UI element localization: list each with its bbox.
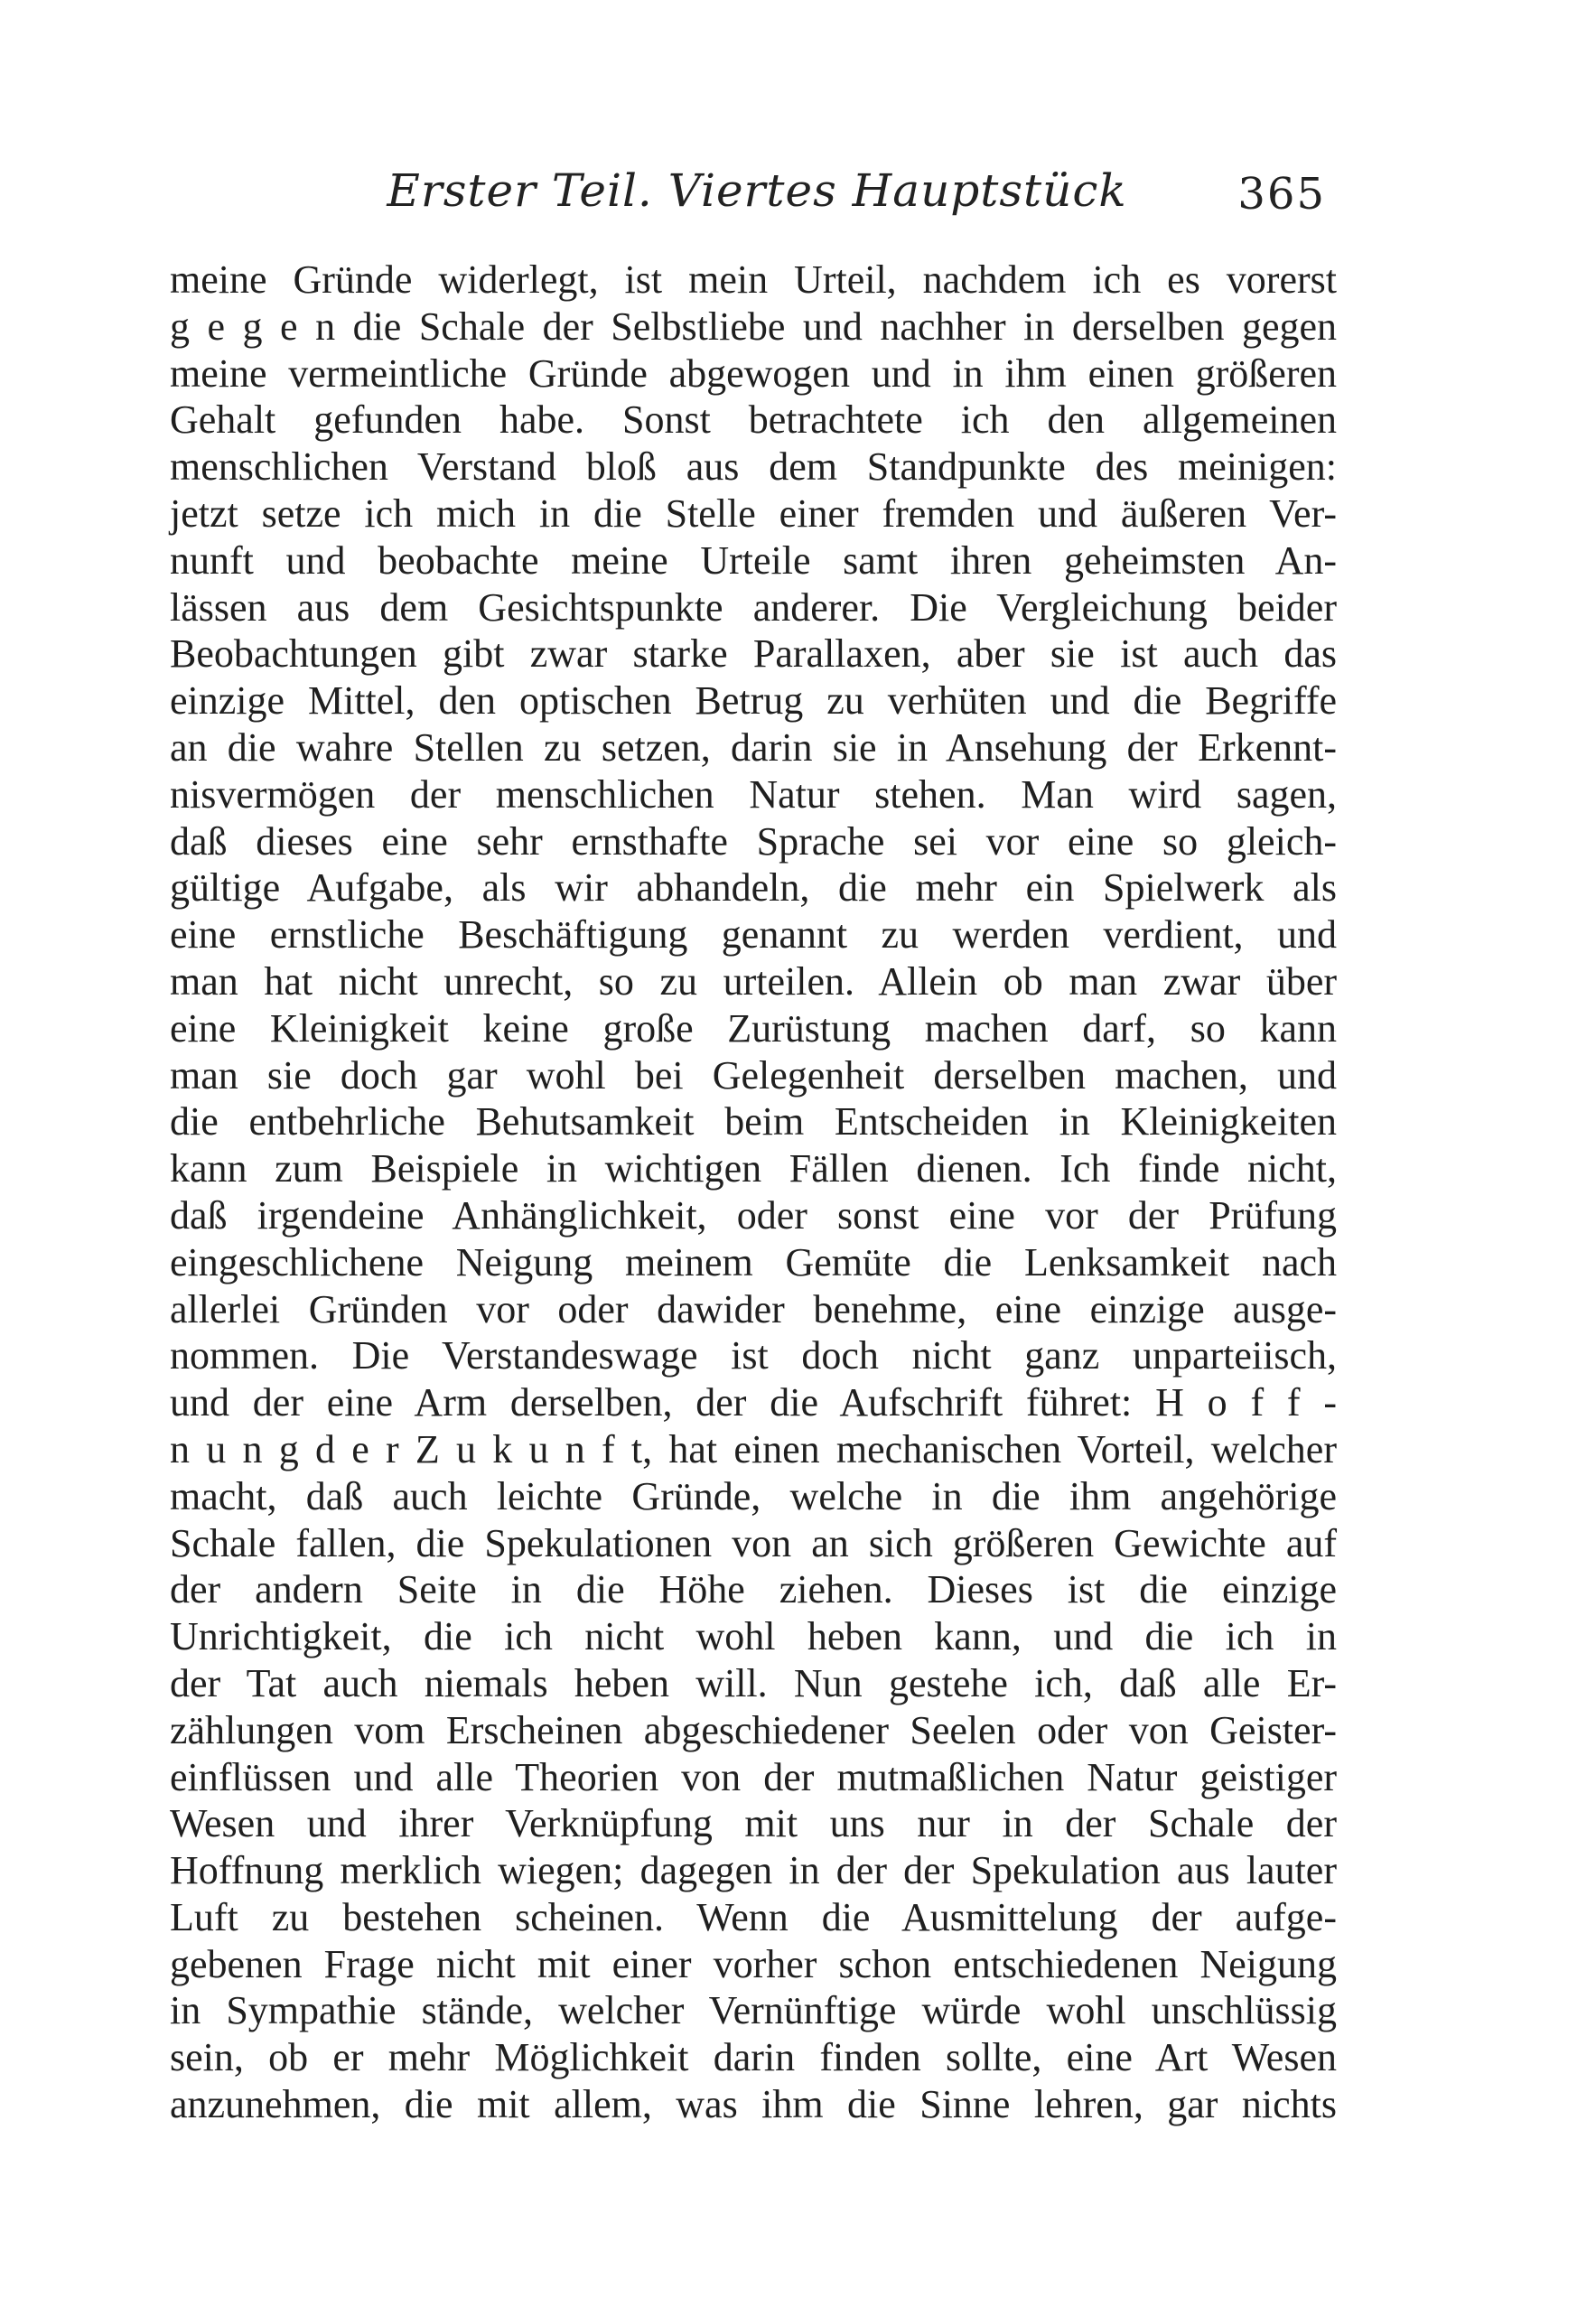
body-text	[170, 257, 1337, 2128]
text-line: man hat nicht unrecht, so zu urteilen. Allein ob man zwar über	[170, 958, 1337, 1004]
text-line: Gehalt gefunden habe. Sonst betrachtete ich den allgemeinen	[170, 397, 1337, 443]
text-line: daß dieses eine sehr ernsthafte Sprache sei vor eine so gleich-	[170, 818, 1337, 864]
text-line: einflüssen und alle Theorien von der mutmaßlichen Natur geistiger	[170, 1754, 1337, 1799]
text-line: einzige Mittel, den optischen Betrug zu verhüten und die Begriffe	[170, 678, 1337, 724]
text-line: g e g e n die Schale der Selbstliebe und nachher in derselben gegen	[170, 304, 1337, 349]
text-line: man sie doch gar wohl bei Gelegenheit derselben machen, und	[170, 1052, 1337, 1098]
text-line: meine Gründe widerlegt, ist mein Urteil, nachdem ich es vorerst	[170, 257, 1337, 302]
text-line: daß irgendeine Anhänglichkeit, oder sonst eine vor der Prüfung	[170, 1192, 1337, 1238]
text-line: nunft und beobachte meine Urteile samt ihren geheimsten An-	[170, 537, 1337, 583]
running-title: Erster Teil. Viertes Hauptstück	[387, 164, 1127, 217]
text-line: menschlichen Verstand bloß aus dem Standpunkte des meinigen:	[170, 444, 1337, 490]
text-line: nisvermögen der menschlichen Natur stehen. Man wird sagen,	[170, 771, 1337, 817]
text-line: Unrichtigkeit, die ich nicht wohl heben kann, und die ich in	[170, 1614, 1337, 1659]
text-line: gültige Aufgabe, als wir abhandeln, die mehr ein Spielwerk als	[170, 865, 1337, 911]
text-line: Luft zu bestehen scheinen. Wenn die Ausmittelung der aufge-	[170, 1894, 1337, 1939]
text-line: Beobachtungen gibt zwar starke Parallaxen, aber sie ist auch das	[170, 631, 1337, 677]
text-line: sein, ob er mehr Möglichkeit darin finden sollte, eine Art Wesen	[170, 2035, 1337, 2080]
text-line: anzunehmen, die mit allem, was ihm die Sinne lehren, gar nichts	[170, 2082, 1337, 2127]
text-line: an die wahre Stellen zu setzen, darin sie in Ansehung der Erkennt-	[170, 724, 1337, 770]
text-line: eine Kleinigkeit keine große Zurüstung machen darf, so kann	[170, 1005, 1337, 1051]
text-line: allerlei Gründen vor oder dawider benehme, eine einzige ausge-	[170, 1286, 1337, 1331]
text-line: gebenen Frage nicht mit einer vorher schon entschiedenen Neigung	[170, 1941, 1337, 1986]
text-line: n u n g d e r Z u k u n f t, hat einen mechanischen Vorteil, welcher	[170, 1426, 1337, 1471]
text-line: Schale fallen, die Spekulationen von an sich größeren Gewichte auf	[170, 1520, 1337, 1565]
text-line: jetzt setze ich mich in die Stelle einer fremden und äußeren Ver-	[170, 490, 1337, 536]
text-line: Hoffnung merklich wiegen; dagegen in der der Spekulation aus lauter	[170, 1848, 1337, 1893]
text-line: macht, daß auch leichte Gründe, welche in die ihm angehörige	[170, 1473, 1337, 1518]
text-line: der Tat auch niemals heben will. Nun gestehe ich, daß alle Er-	[170, 1660, 1337, 1705]
text-line: und der eine Arm derselben, der die Aufschrift führet: H o f f -	[170, 1380, 1337, 1425]
running-head	[170, 159, 1344, 231]
text-line: meine vermeintliche Gründe abgewogen und in ihm einen größeren	[170, 350, 1337, 396]
text-line: zählungen vom Erscheinen abgeschiedener Seelen oder von Geister-	[170, 1707, 1337, 1752]
text-line: die entbehrliche Behutsamkeit beim Entscheiden in Kleinigkeiten	[170, 1099, 1337, 1144]
text-line: der andern Seite in die Höhe ziehen. Dieses ist die einzige	[170, 1567, 1337, 1612]
text-line: lässen aus dem Gesichtspunkte anderer. Die Vergleichung beider	[170, 584, 1337, 630]
page-number: 365	[1237, 169, 1326, 220]
text-line: nommen. Die Verstandeswage ist doch nicht ganz unparteiisch,	[170, 1333, 1337, 1378]
text-line: kann zum Beispiele in wichtigen Fällen dienen. Ich finde nicht,	[170, 1146, 1337, 1191]
text-line: Wesen und ihrer Verknüpfung mit uns nur in der Schale der	[170, 1801, 1337, 1846]
text-line: in Sympathie stände, welcher Vernünftige würde wohl unschlüssig	[170, 1988, 1337, 2033]
text-line: eine ernstliche Beschäftigung genannt zu werden verdient, und	[170, 912, 1337, 958]
text-line: eingeschlichene Neigung meinem Gemüte die Lenksamkeit nach	[170, 1239, 1337, 1284]
